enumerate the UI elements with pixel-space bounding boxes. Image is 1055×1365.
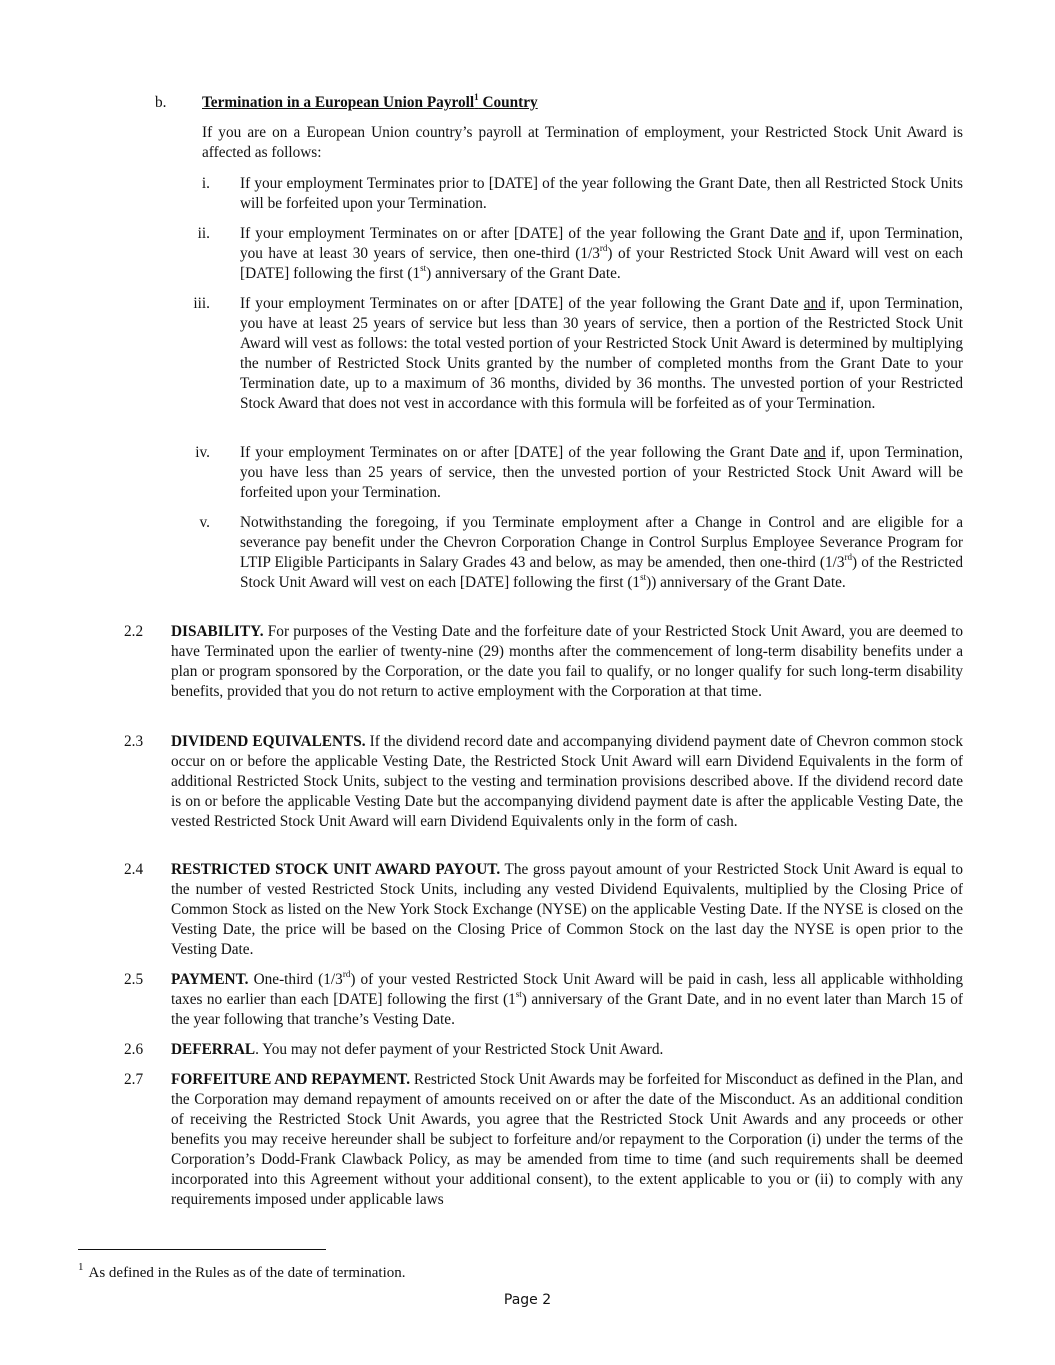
footnote-ref: 1 xyxy=(474,91,479,102)
section-number: 2.6 xyxy=(124,1041,144,1058)
section-text: DISABILITY. For purposes of the Vesting Date and the forfeiture date of your Restricted Stock Unit Award, you are deemed to have Terminated upon the earlier of twenty-nine (29) months after the commencement of long-term disability benefits under a plan or program sponsored by the Corporation, or the date you fail to qualify, or no longer qualify for such long-term disability benefits, provided that you do not return to active employment with the Corporation at that time. xyxy=(171,623,963,700)
section-text: DIVIDEND EQUIVALENTS. If the dividend record date and accompanying dividend payment date of Chevron common stock occur on or before the applicable Vesting Date, the Restricted Stock Unit Award will earn Dividend Equivalents in the form of additional Restricted Stock Units, subject to the vesting and termination provisions described above. If the dividend record date is on or before the applicable Vesting Date but the accompanying dividend payment date is after the applicable Vesting Date, the vested Restricted Stock Unit Award will earn Dividend Equivalents only in the form of cash. xyxy=(171,733,963,830)
section-title: RESTRICTED STOCK UNIT AWARD PAYOUT. xyxy=(171,861,501,878)
section-b-intro: If you are on a European Union country’s payroll at Termination of employment, your Restricted Stock Unit Award is affected as follows: xyxy=(202,124,963,161)
section-b-marker: b. xyxy=(155,94,167,111)
item-number: iv. xyxy=(195,444,210,461)
section-b-heading: Termination in a European Union Payroll$^1$ Country xyxy=(202,91,538,111)
section-number: 2.4 xyxy=(124,861,144,878)
section-title: DEFERRAL xyxy=(171,1041,256,1058)
section-text: PAYMENT. One-third (1/3rd) of your vested Restricted Stock Unit Award will be paid in cash, less all applicable withholding taxes no earlier than each [DATE] following the first (1st) anniversary of the Grant Date, and in no event later than March 15 of the year following that tranche’s Vesting Date. xyxy=(171,968,964,1028)
section-number: 2.5 xyxy=(124,971,144,988)
section-title: FORFEITURE AND REPAYMENT. xyxy=(171,1071,411,1088)
item-number: v. xyxy=(199,514,210,531)
section-number: 2.2 xyxy=(124,623,144,640)
footnote-divider xyxy=(78,1249,326,1250)
item-text: If your employment Terminates prior to [DATE] of the year following the Grant Date, then all Restricted Stock Units will be forfeited upon your Termination. xyxy=(240,175,963,212)
item-text: If your employment Terminates on or after [DATE] of the year following the Grant Date and if, upon Termination, you have less than 25 years of service, then the unvested portion of your Restricted Stock Unit Award will be forfeited upon your Termination. xyxy=(240,444,964,501)
section-title: PAYMENT. xyxy=(171,971,249,988)
section-text: DEFERRAL. You may not defer payment of your Restricted Stock Unit Award. xyxy=(171,1041,664,1058)
section-text: FORFEITURE AND REPAYMENT. Restricted Stock Unit Awards may be forfeited for Misconduct as defined in the Plan, and the Corporation may demand repayment of amounts received on or after the date of the Misconduct. As an additional condition of receiving the Restricted Stock Unit Awards, you agree that the Restricted Stock Unit Awards and any proceeds or other benefits you may receive hereunder shall be subject to forfeiture and/or repayment to the Corporation (i) under the terms of the Corporation’s Dodd-Frank Clawback Policy, as may be amended from time to time (and such requirements shall be deemed incorporated into this Agreement without your additional consent), to the extent applicable to you or (ii) to comply with any requirements imposed under applicable laws xyxy=(171,1071,963,1208)
section-title: DISABILITY. xyxy=(171,623,264,640)
section-text: RESTRICTED STOCK UNIT AWARD PAYOUT. The gross payout amount of your Restricted Stock Unit Award is equal to the number of vested Restricted Stock Units, including any vested Dividend Equivalents, multiplied by the Closing Price of Common Stock as listed on the New York Stock Exchange (NYSE) on the applicable Vesting Date. If the NYSE is closed on the Vesting Date, the price will be based on the Closing Price of Common Stock on the last day the NYSE is open prior to the Vesting Date. xyxy=(171,861,963,958)
section-number: 2.3 xyxy=(124,733,144,750)
item-text: If your employment Terminates on or after [DATE] of the year following the Grant Date and if, upon Termination, you have at least 25 years of service but less than 30 years of service, then a portion of the Restricted Stock Unit Award will vest as follows: the total vested portion of your Restricted Stock Unit Award is determined by multiplying the number of Restricted Stock Units granted by the number of completed months from the Grant Date to your Termination date, up to a maximum of 36 months, divided by 36 months. The unvested portion of your Restricted Stock Award that does not vest in accordance with this formula will be forfeited as of your Termination. xyxy=(240,295,964,412)
footnote xyxy=(78,1263,406,1283)
item-text: If your employment Terminates on or after [DATE] of the year following the Grant Date and if, upon Termination, you have at least 30 years of service, then one-third (1/3rd) of your Restricted Stock Unit Award will vest on each [DATE] following the first (1st) anniversary of the Grant Date. xyxy=(240,225,964,282)
item-number: iii. xyxy=(193,295,210,312)
item-text: Notwithstanding the foregoing, if you Terminate employment after a Change in Control and are eligible for a severance pay benefit under the Chevron Corporation Change in Control Surplus Employee Severance Program for LTIP Eligible Participants in Salary Grades 43 and below, as may be amended, then one-third (1/3rd) of the Restricted Stock Unit Award will vest on each [DATE] following the first (1st)) anniversary of the Grant Date. xyxy=(240,514,964,591)
footnote-text: As defined in the Rules as of the date of termination. xyxy=(88,1265,406,1281)
item-number: ii. xyxy=(197,225,210,242)
footnote-marker: 1 xyxy=(78,1261,84,1273)
page-number: Page 2 xyxy=(503,1292,552,1308)
section-number: 2.7 xyxy=(124,1071,144,1088)
item-number: i. xyxy=(201,175,210,192)
section-title: DIVIDEND EQUIVALENTS. xyxy=(171,733,366,750)
